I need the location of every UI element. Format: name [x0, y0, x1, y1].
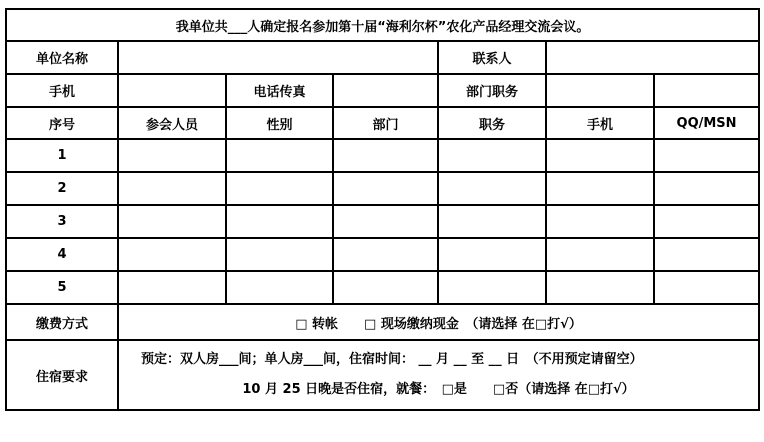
dept-title-label: 部门职务: [438, 74, 546, 107]
col-header-gender: 性别: [226, 107, 333, 139]
dept-title-value[interactable]: [546, 74, 654, 107]
qq-msn-input[interactable]: [654, 139, 759, 172]
col-header-qq-msn: QQ/MSN: [654, 107, 759, 139]
attendee-name-input[interactable]: [118, 205, 226, 238]
attendee-name-input[interactable]: [118, 139, 226, 172]
registration-form-table: [5, 8, 760, 411]
lodging-request-content: [118, 340, 759, 410]
department-input[interactable]: [333, 205, 438, 238]
mobile-value[interactable]: [118, 74, 226, 107]
qq-msn-input[interactable]: [654, 271, 759, 304]
position-input[interactable]: [438, 139, 546, 172]
position-input[interactable]: [438, 271, 546, 304]
phone-fax-label: 电话传真: [226, 74, 333, 107]
mobile-input[interactable]: [546, 205, 654, 238]
row-number-cell: 4: [6, 238, 118, 271]
department-input[interactable]: [333, 172, 438, 205]
lodging-request-label: 住宿要求: [6, 340, 118, 410]
lodging-booking-line[interactable]: 预定：双人房___间；单人房___间，住宿时间： __ 月 __ 至 __ 日 （不用预定请留空）: [141, 352, 643, 367]
qq-msn-input[interactable]: [654, 205, 759, 238]
position-input[interactable]: [438, 238, 546, 271]
attendee-name-input[interactable]: [118, 238, 226, 271]
col-header-mobile: 手机: [546, 107, 654, 139]
lodging-stay-meal-line[interactable]: 10 月 25 日晚是否住宿，就餐： □是 □否（请选择 在□打√）: [242, 382, 635, 397]
company-name-label: 单位名称: [6, 41, 118, 74]
form-title: 我单位共___人确定报名参加第十届“海利尔杯”农化产品经理交流会议。: [6, 9, 759, 41]
mobile-input[interactable]: [546, 139, 654, 172]
row-number-cell: 3: [6, 205, 118, 238]
gender-input[interactable]: [226, 205, 333, 238]
department-input[interactable]: [333, 271, 438, 304]
company-name-value[interactable]: [118, 41, 438, 74]
col-header-position: 职务: [438, 107, 546, 139]
col-header-department: 部门: [333, 107, 438, 139]
row-number-cell: 5: [6, 271, 118, 304]
mobile-label: 手机: [6, 74, 118, 107]
attendee-row-3: [6, 205, 759, 238]
col-header-attendee-name: 参会人员: [118, 107, 226, 139]
department-input[interactable]: [333, 238, 438, 271]
gender-input[interactable]: [226, 238, 333, 271]
contact-person-label: 联系人: [438, 41, 546, 74]
row-number-cell: 1: [6, 139, 118, 172]
qq-msn-input[interactable]: [654, 172, 759, 205]
dept-title-value-extra[interactable]: [654, 74, 759, 107]
attendee-row-4: [6, 238, 759, 271]
mobile-input[interactable]: [546, 271, 654, 304]
position-input[interactable]: [438, 172, 546, 205]
phone-fax-value[interactable]: [333, 74, 438, 107]
contact-person-value[interactable]: [546, 41, 759, 74]
col-header-seq: 序号: [6, 107, 118, 139]
gender-input[interactable]: [226, 172, 333, 205]
position-input[interactable]: [438, 205, 546, 238]
mobile-input[interactable]: [546, 172, 654, 205]
qq-msn-input[interactable]: [654, 238, 759, 271]
attendee-row-2: [6, 172, 759, 205]
payment-method-label: 缴费方式: [6, 304, 118, 340]
department-input[interactable]: [333, 139, 438, 172]
row-number-cell: 2: [6, 172, 118, 205]
gender-input[interactable]: [226, 271, 333, 304]
attendee-name-input[interactable]: [118, 172, 226, 205]
mobile-input[interactable]: [546, 238, 654, 271]
gender-input[interactable]: [226, 139, 333, 172]
attendee-row-5: [6, 271, 759, 304]
payment-method-options[interactable]: □ 转帐 □ 现场缴纳现金 （请选择 在□打√）: [118, 304, 759, 340]
attendee-row-1: [6, 139, 759, 172]
attendee-name-input[interactable]: [118, 271, 226, 304]
